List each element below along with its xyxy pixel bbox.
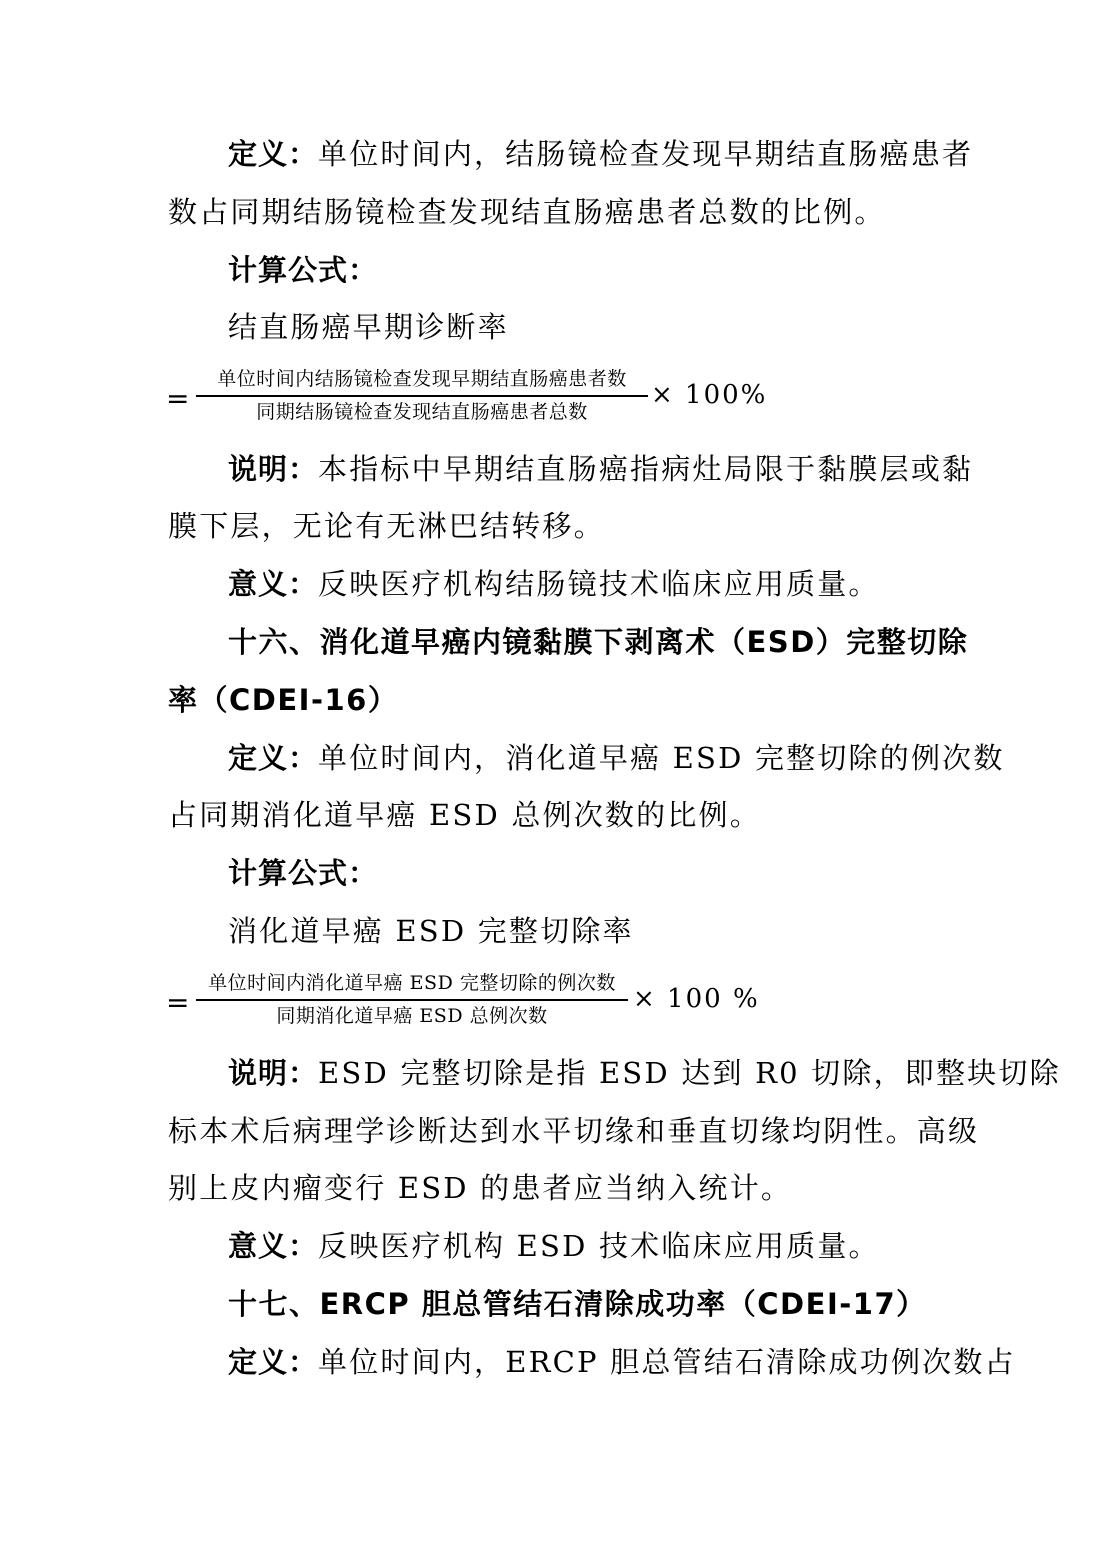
significance-paragraph [228,1226,938,1266]
fraction-bar [196,999,628,1001]
body-line: 标本术后病理学诊断达到水平切缘和垂直切缘均阴性。高级 [168,1114,980,1148]
body-line: 数占同期结肠镜检查发现结直肠癌患者总数的比例。 [168,195,886,229]
section-heading: 十七、ERCP 胆总管结石清除成功率（CDEI-17） [228,1287,927,1321]
term-label: 意义： [228,567,319,601]
body-text: 本指标中早期结直肠癌指病灶局限于黏膜层或黏 [318,452,974,486]
fraction-bar [196,395,648,397]
term-label: 说明： [228,1056,319,1090]
formula-title: 结直肠癌早期诊断率 [228,310,509,344]
explanation-paragraph [228,449,974,489]
numerator: 单位时间内结肠镜检查发现早期结直肠癌患者数 [217,368,627,390]
significance-paragraph [228,564,938,604]
body-text: 单位时间内，消化道早癌 ESD 完整切除的例次数 [318,741,1005,775]
explanation-paragraph [228,1053,1061,1093]
body-text: ESD 完整切除是指 ESD 达到 R0 切除，即整块切除 [318,1056,1061,1090]
formula-label [228,250,938,290]
term-label: 计算公式： [228,253,379,287]
formula-title: 消化道早癌 ESD 完整切除率 [228,914,634,948]
body-text: 反映医疗机构 ESD 技术临床应用质量。 [318,1229,880,1263]
definition-paragraph [228,738,1005,778]
formula-2 [166,970,766,1040]
term-label: 说明： [228,452,319,486]
body-line: 别上皮内瘤变行 ESD 的患者应当纳入统计。 [168,1171,793,1205]
fraction [196,366,648,425]
term-label: 定义： [228,741,319,775]
body-text: 单位时间内，ERCP 胆总管结石清除成功例次数占 [318,1345,1016,1379]
term-label: 意义： [228,1229,319,1263]
multiplier: × 100% [651,380,768,410]
equals-sign: = [166,986,190,1019]
section-heading-cont: 率（CDEI-16） [168,683,399,717]
formula-label [228,853,938,893]
fraction [196,970,628,1029]
definition-paragraph [228,1342,1016,1382]
body-text: 反映医疗机构结肠镜技术临床应用质量。 [318,567,880,601]
body-text: 单位时间内，结肠镜检查发现早期结直肠癌患者 [318,137,974,171]
denominator: 同期消化道早癌 ESD 总例次数 [276,1004,548,1027]
body-line: 膜下层，无论有无淋巴结转移。 [168,509,605,543]
definition-paragraph [228,134,974,174]
body-line: 占同期消化道早癌 ESD 总例次数的比例。 [168,798,761,832]
multiplier: × 100 % [633,984,760,1014]
formula-1 [166,366,766,436]
term-label: 计算公式： [228,856,379,890]
denominator: 同期结肠镜检查发现结直肠癌患者总数 [256,400,588,423]
section-heading: 十六、消化道早癌内镜黏膜下剥离术（ESD）完整切除 [228,625,969,659]
term-label: 定义： [228,1345,319,1379]
numerator: 单位时间内消化道早癌 ESD 完整切除的例次数 [208,972,616,994]
equals-sign: = [166,382,190,415]
term-label: 定义： [228,137,319,171]
